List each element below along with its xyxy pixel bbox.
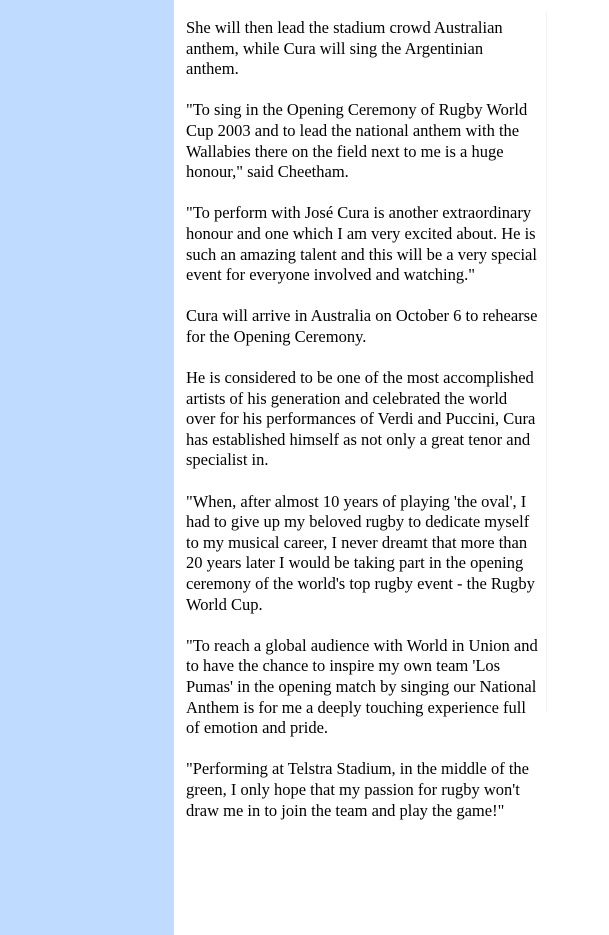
paragraph-7: "To reach a global audience with World in Union and to have the chance to inspire my own team 'Los Pumas' in the opening match by singing our National Anthem is for me a deeply touching experience full of emotion and pride. [186,635,538,738]
paragraph-4: Cura will arrive in Australia on October 6 to rehearse for the Opening Ceremony. [186,306,538,346]
left-sidebar-band [0,0,174,935]
paragraph-1: She will then lead the stadium crowd Australian anthem, while Cura will sing the Argentinian anthem. [186,18,503,79]
right-divider [546,12,547,712]
paragraph-6: "When, after almost 10 years of playing 'the oval', I had to give up my beloved rugby to dedicate myself to my musical career, I never dreamt that more than 20 years later I would be taking part in the opening ceremony of the world's top rugby event - the Rugby World Cup. [186,491,535,614]
paragraph-5: He is considered to be one of the most accomplished artists of his generation and celebrated the world over for his performances of Verdi and Puccini, Cura has established himself as not only a great tenor and specialist in. [186,368,536,470]
paragraph-2: "To sing in the Opening Ceremony of Rugby World Cup 2003 and to lead the national anthem with the Wallabies there on the field next to me is a huge honour," said Cheetham. [186,100,528,182]
paragraph-8: "Performing at Telstra Stadium, in the middle of the green, I only hope that my passion for rugby won't draw me in to join the team and play the game!" [186,759,530,820]
article-body [186,18,538,842]
paragraph-3: "To perform with José Cura is another extraordinary honour and one which I am very excited about. He is such an amazing talent and this will be a very special event for everyone involved and watching." [186,203,537,285]
